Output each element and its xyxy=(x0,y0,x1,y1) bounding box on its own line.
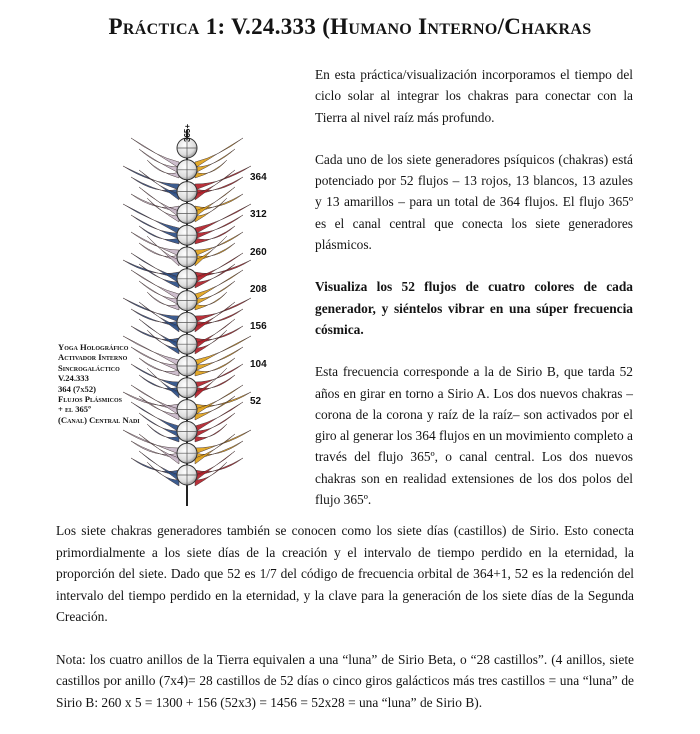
flow-flame xyxy=(195,430,251,454)
chakra-number-208: 208 xyxy=(250,284,267,295)
flow-flame xyxy=(195,298,251,322)
flow-flame xyxy=(123,298,179,322)
paragraph-generators: Cada uno de los siete generadores psíquicos (chakras) está potenciado por 52 flujos – 13 rojos, 13 blancos, 13 azules y 13 amarillos – para un total de 364 flujos. El flujo 365º es el canal central que conecta los siete generadores plásmicos. xyxy=(315,151,633,253)
flow-flame xyxy=(123,430,179,454)
caption-line: 364 (7x52) xyxy=(58,383,96,394)
page-title: Práctica 1: V.24.333 (Humano Interno/Chakras xyxy=(108,14,592,39)
chakra-number-260: 260 xyxy=(250,247,267,258)
bottom-text xyxy=(56,520,634,734)
intro-column xyxy=(315,64,633,531)
flow-flame xyxy=(195,138,243,168)
chakra-figure xyxy=(0,120,310,510)
caption-line: (Canal) Central Nadi xyxy=(58,414,140,425)
caption-line: Flujos Plásmicos xyxy=(58,394,122,405)
flow-flame xyxy=(131,138,179,168)
chakra-number-364: 364 xyxy=(250,172,267,183)
figure-caption xyxy=(58,342,158,425)
paragraph-sirius: Esta frecuencia corresponde a la de Sirio B, que tarda 52 años en girar en torno a Sirio A. Los dos nuevos chakras –corona de la corona y raíz de la raíz– son activados por el giro al generar los 364 flujos en un movimiento completo a través del flujo 365º, o canal central. Los dos nuevos chakras son en realidad extensiones de los dos polos del flujo 365º. xyxy=(315,364,633,508)
paragraph-intro: En esta práctica/visualización incorporamos el tiempo del ciclo solar al integrar los chakras para conectar con la Tierra al nivel raíz más profundo. xyxy=(315,67,633,125)
top-mark-label: 365+ xyxy=(183,123,192,142)
chakra-number-156: 156 xyxy=(250,321,267,332)
caption-line: + el 365º xyxy=(58,404,91,415)
caption-line: Activador Interno xyxy=(58,352,128,363)
chakra-number-104: 104 xyxy=(250,359,267,370)
chakra-number-52: 52 xyxy=(250,396,262,407)
caption-line: Yoga Holográfico xyxy=(58,342,129,352)
paragraph-note: Nota: los cuatro anillos de la Tierra equivalen a una “luna” de Sirio Beta, o “28 castillos”. (4 anillos, siete castillos por anillo (7x4)= 28 castillos de 52 días o cinco giros galácticos más tres castillos = una “luna” de Sirio B: 260 x 5 = 1300 + 156 (52x3) = 1456 = 52x28 = una “luna” de Sirio B). xyxy=(56,651,634,710)
flow-flame xyxy=(123,166,179,190)
caption-line: Sincrogaláctico xyxy=(58,362,120,373)
flow-flame xyxy=(195,166,251,190)
chakra-number-312: 312 xyxy=(250,209,267,220)
paragraph-castles: Los siete chakras generadores también se conocen como los siete días (castillos) de Sirio. Esto conecta primordialmente a los siete días de la creación y el intervalo de tiempo perdido en la eternidad, la proporción del siete. Dado que 52 es 1/7 del código de frecuencia orbital de 364+1, 52 es la redención del intervalo del tiempo perdido en la eternidad, y la clave para la generación de los siete días de la Segunda Creación. xyxy=(56,523,634,624)
caption-line: V.24.333 xyxy=(58,373,89,384)
paragraph-visualize: Visualiza los 52 flujos de cuatro colores de cada generador, y siéntelos vibrar en una súper frecuencia cósmica. xyxy=(315,279,633,337)
